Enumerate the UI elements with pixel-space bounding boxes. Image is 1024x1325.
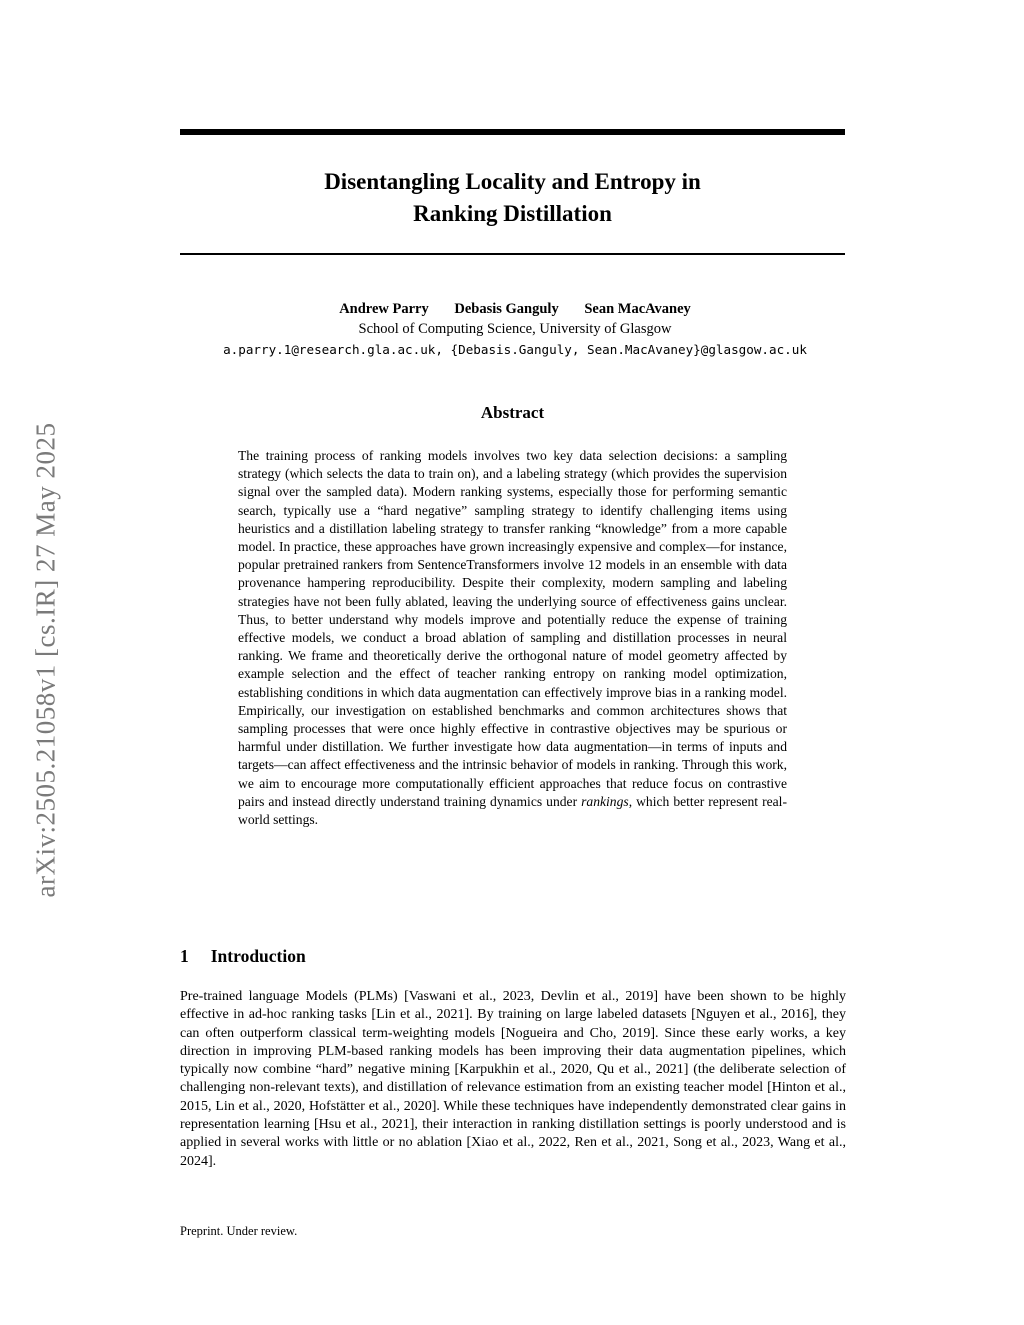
abstract-text-part1: The training process of ranking models involves two key data selection decisions: a sampling strategy (which selects the data to train on), and a labeling strategy (which provides the supervision signal over the sampled data). Modern ranking systems, especially those for performing semantic search, typically use a “hard negative” sampling strategy to identify challenging items using heuristics and a distillation labeling strategy to transfer ranking “knowledge” from a more capable model. In practice, these approaches have grown increasingly expensive and complex—for instance, popular pretrained rankers from SentenceTransformers involve 12 models in an ensemble with data provenance hampering reproducibility. Despite their complexity, modern sampling and labeling strategies have not been fully ablated, leaving the underlying source of effectiveness gains unclear. Thus, to better understand why models improve and potentially reduce the expense of training effective models, we conduct a broad ablation of sampling and distillation processes in neural ranking. We frame and theoretically derive the orthogonal nature of model geometry affected by example selection and the effect of teacher ranking entropy on ranking model optimization, establishing conditions in which data augmentation can effectively improve bias in a ranking model. Empirically, our investigation on established benchmarks and common architectures shows that sampling processes that were once highly effective in contrastive objectives may be spurious or harmful under distillation. We further investigate how data augmentation—in terms of inputs and targets—can affect effectiveness and the intrinsic behavior of models in ranking. Through this work, we aim to encourage more computationally efficient approaches that reduce focus on contrastive pairs and instead directly understand training dynamics under <box>238 448 787 809</box>
title-line-1: Disentangling Locality and Entropy in <box>324 169 701 194</box>
abstract-heading: Abstract <box>480 403 545 422</box>
preprint-footer: Preprint. Under review. <box>180 1224 298 1238</box>
author-1: Andrew Parry <box>339 301 429 317</box>
author-names <box>120 300 910 318</box>
abstract-italic-word: rankings <box>581 793 629 809</box>
author-block <box>120 300 910 359</box>
abstract-text <box>238 447 787 829</box>
arxiv-watermark: arXiv:2505.21058v1 [cs.IR] 27 May 2025 <box>30 422 61 898</box>
author-3: Sean MacAvaney <box>584 301 691 317</box>
section-1-heading <box>180 946 845 967</box>
author-emails: a.parry.1@research.gla.ac.uk, {Debasis.Ganguly, Sean.MacAvaney}@glasgow.ac.uk <box>223 342 807 357</box>
section-1-number: 1 <box>180 946 189 966</box>
introduction-paragraph: Pre-trained language Models (PLMs) [Vaswani et al., 2023, Devlin et al., 2019] have been shown to be highly effective in ad-hoc ranking tasks [Lin et al., 2021]. By training on large labeled datasets [Nguyen et al., 2016], they can often outperform classical term-weighting models [Nogueira and Cho, 2019]. Since these early works, a key direction in improving PLM-based ranking models has been improving their data augmentation pipelines, which typically now combine “hard” negative mining [Karpukhin et al., 2020, Qu et al., 2021] (the deliberate selection of challenging non-relevant texts), and distillation of relevance estimation from an existing teacher model [Hinton et al., 2015, Lin et al., 2020, Hofstätter et al., 2020]. While these techniques have independently demonstrated clear gains in representation learning [Hsu et al., 2021], their interaction in ranking distillation settings is poorly understood and is applied in several works with little or no ablation [Xiao et al., 2022, Ren et al., 2021, Song et al., 2023, Wang et al., 2024]. <box>180 989 846 1169</box>
author-2: Debasis Ganguly <box>454 301 559 317</box>
paper-title <box>180 166 845 230</box>
title-line-2: Ranking Distillation <box>413 201 612 226</box>
top-rule <box>180 129 845 135</box>
affiliation: School of Computing Science, University of Glasgow <box>358 321 672 337</box>
title-rule <box>180 253 845 255</box>
section-1-title: Introduction <box>210 946 306 966</box>
abstract-text-part2: , which better represent real-world settings. <box>238 793 787 828</box>
